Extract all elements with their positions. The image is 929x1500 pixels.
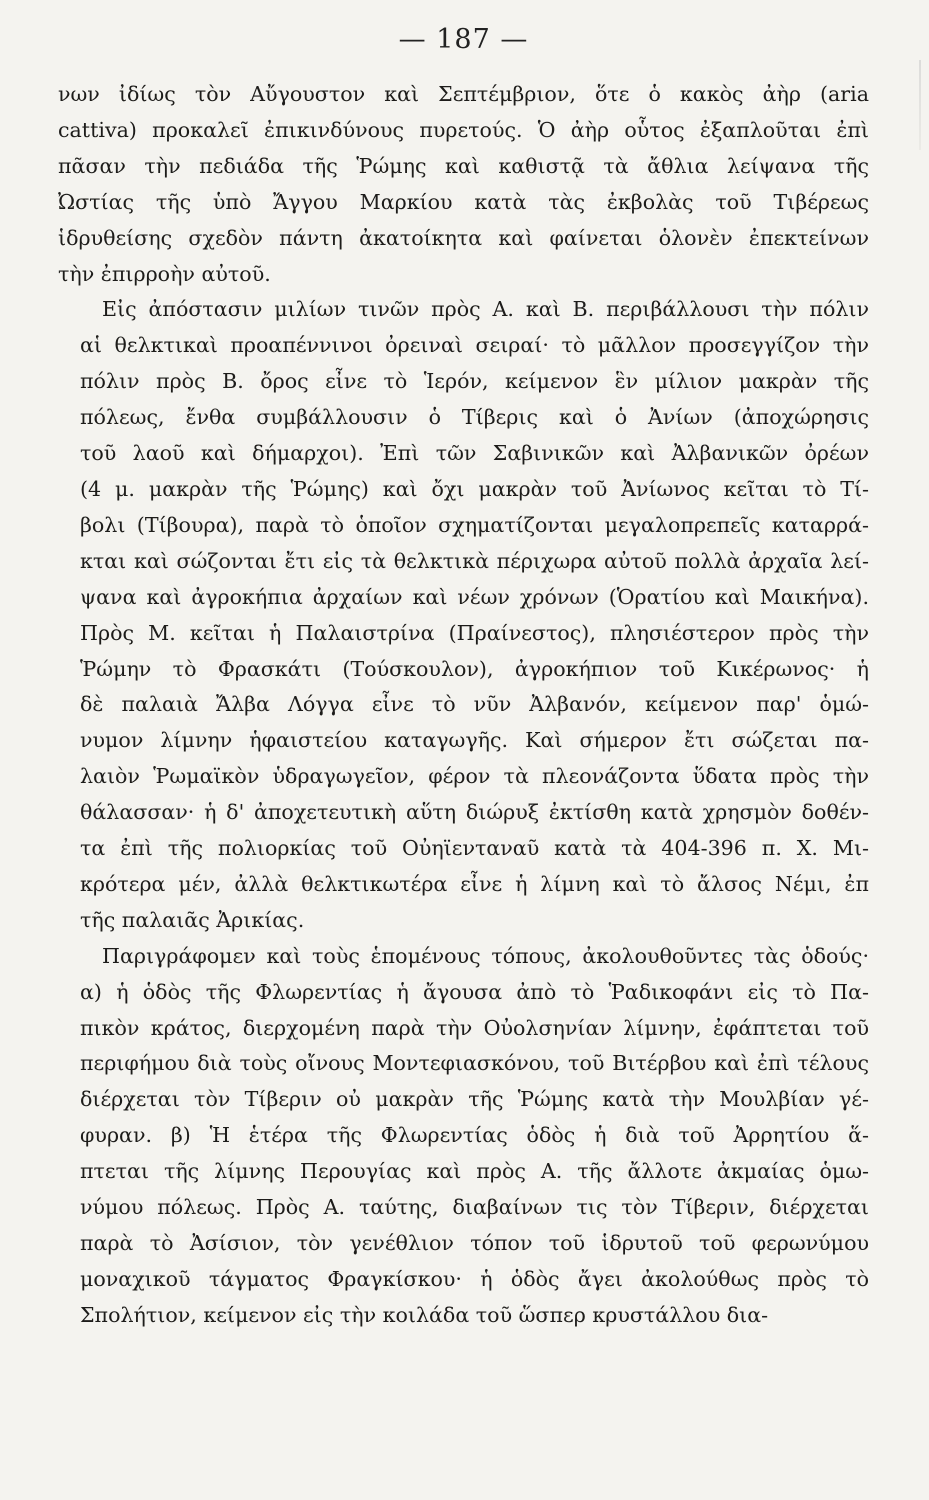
text-line: φυραν. β) Ἡ ἑτέρα τῆς Φλωρεντίας ὁδὸς ἡ διὰ τοῦ Ἀρρητίου ἅ- [80, 1123, 869, 1148]
text-line: Πρὸς Μ. κεῖται ἡ Παλαιστρίνα (Πραίνεστος), πλησιέστερον πρὸς τὴν [80, 620, 869, 645]
text-line: αἱ θελκτικαὶ προαπέννινοι ὀρειναὶ σειραί· τὸ μᾶλλον προσεγγίζον τὴν [80, 333, 869, 358]
text-line: νύμου πόλεως. Πρὸς Α. ταύτης, διαβαίνων τις τὸν Τίβεριν, διέρχεται [80, 1195, 869, 1220]
text-line: Παριγράφομεν καὶ τοὺς ἑπομένους τόπους, ἀκολουθοῦντες τὰς ὁδούς· [102, 943, 869, 968]
text-line: πᾶσαν τὴν πεδιάδα τῆς Ῥώμης καὶ καθιστᾷ τὰ ἄθλια λείψανα τῆς [58, 153, 869, 178]
text-line: διέρχεται τὸν Τίβεριν οὐ μακρὰν τῆς Ῥώμης κατὰ τὴν Μουλβίαν γέ- [80, 1087, 869, 1112]
text-line: πικὸν κράτος, διερχομένη παρὰ τὴν Οὐολσηνίαν λίμνην, ἐφάπτεται τοῦ [80, 1015, 869, 1040]
text-line: παρὰ τὸ Ἀσίσιον, τὸν γενέθλιον τόπον τοῦ ἱδρυτοῦ τοῦ φερωνύμου [80, 1231, 869, 1255]
text-line: λαιὸν Ῥωμαϊκὸν ὑδραγωγεῖον, φέρον τὰ πλεονάζοντα ὕδατα πρὸς τὴν [80, 764, 869, 789]
text-line: ψανα καὶ ἀγροκήπια ἀρχαίων καὶ νέων χρόνων (Ὁρατίου καὶ Μαικήνα). [80, 584, 869, 609]
body-text [58, 77, 869, 1334]
paragraph [58, 292, 869, 938]
text-line: πόλιν πρὸς Β. ὄρος εἶνε τὸ Ἱερόν, κείμενον ἓν μίλιον μακρὰν τῆς [80, 369, 869, 394]
text-line: Εἰς ἀπόστασιν μιλίων τινῶν πρὸς Α. καὶ Β. περιβάλλουσι τὴν πόλιν [102, 297, 869, 322]
text-line: τα ἐπὶ τῆς πολιορκίας τοῦ Οὐηϊενταναῦ κατὰ τὰ 404-396 π. Χ. Μι- [80, 836, 869, 861]
text-line: α) ἡ ὁδὸς τῆς Φλωρεντίας ἡ ἄγουσα ἀπὸ τὸ Ῥαδικοφάνι εἰς τὸ Πα- [80, 979, 869, 1004]
text-line: (4 μ. μακρὰν τῆς Ῥώμης) καὶ ὄχι μακρὰν τοῦ Ἀνίωνος κεῖται τὸ Τί- [80, 476, 869, 501]
text-line: δὲ παλαιὰ Ἄλβα Λόγγα εἶνε τὸ νῦν Ἀλβανόν, κείμενον παρ' ὁμώ- [80, 692, 869, 717]
text-line: κται καὶ σώζονται ἔτι εἰς τὰ θελκτικὰ πέριχωρα αὐτοῦ πολλὰ ἀρχαῖα λεί- [80, 548, 869, 573]
text-line: μοναχικοῦ τάγματος Φραγκίσκου· ἡ ὁδὸς ἄγει ἀκολούθως πρὸς τὸ [80, 1266, 869, 1291]
text-line: τὴν ἐπιρροὴν αὐτοῦ. [58, 261, 271, 286]
text-line: πτεται τῆς λίμνης Περουγίας καὶ πρὸς Α. τῆς ἄλλοτε ἀκμαίας ὁμω- [80, 1159, 869, 1184]
text-line: νυμον λίμνην ἡφαιστείου καταγωγῆς. Καὶ σήμερον ἔτι σώζεται πα- [80, 728, 869, 753]
text-line: περιφήμου διὰ τοὺς οἴνους Μοντεφιασκόνου, τοῦ Βιτέρβου καὶ ἐπὶ τέλους [80, 1051, 869, 1076]
text-line: Σπολήτιον, κείμενον εἰς τὴν κοιλάδα τοῦ ὥσπερ κρυστάλλου δια- [80, 1302, 769, 1327]
text-line: θάλασσαν· ἡ δ' ἀποχετευτικὴ αὕτη διώρυξ ἐκτίσθη κατὰ χρησμὸν δοθέν- [80, 800, 869, 825]
text-line: βολι (Τίβουρα), παρὰ τὸ ὁποῖον σχηματίζονται μεγαλοπρεπεῖς καταρρά- [80, 512, 869, 537]
text-line: cattiva) προκαλεῖ ἐπικινδύνους πυρετούς. Ὁ ἀὴρ οὗτος ἐξαπλοῦται ἐπὶ [58, 117, 869, 142]
page-number [58, 24, 869, 55]
page-number-text: — 187 — [398, 24, 529, 55]
page-edge-shadow [919, 60, 921, 150]
text-line: τοῦ λαοῦ καὶ δήμαρχοι). Ἐπὶ τῶν Σαβινικῶν καὶ Ἀλβανικῶν ὀρέων [80, 441, 869, 466]
text-line: νων ἰδίως τὸν Αὔγουστον καὶ Σεπτέμβριον, ὅτε ὁ κακὸς ἀὴρ (aria [58, 82, 869, 106]
text-line: πόλεως, ἔνθα συμβάλλουσιν ὁ Τίβερις καὶ ὁ Ἀνίων (ἀποχώρησις [80, 405, 869, 430]
paragraph [58, 77, 869, 292]
text-line: Ὠστίας τῆς ὑπὸ Ἄγγου Μαρκίου κατὰ τὰς ἐκβολὰς τοῦ Τιβέρεως [58, 189, 869, 214]
text-line: ἱδρυθείσης σχεδὸν πάντη ἀκατοίκητα καὶ φαίνεται ὁλονὲν ἐπεκτείνων [58, 225, 869, 250]
text-line: Ῥώμην τὸ Φρασκάτι (Τούσκουλον), ἀγροκήπιον τοῦ Κικέρωνος· ἡ [80, 656, 869, 681]
text-line: τῆς παλαιᾶς Ἀρικίας. [80, 907, 305, 932]
text-line: κρότερα μέν, ἀλλὰ θελκτικωτέρα εἶνε ἡ λίμνη καὶ τὸ ἄλσος Νέμι, ἐπ [80, 871, 869, 896]
paragraph [58, 939, 869, 1334]
